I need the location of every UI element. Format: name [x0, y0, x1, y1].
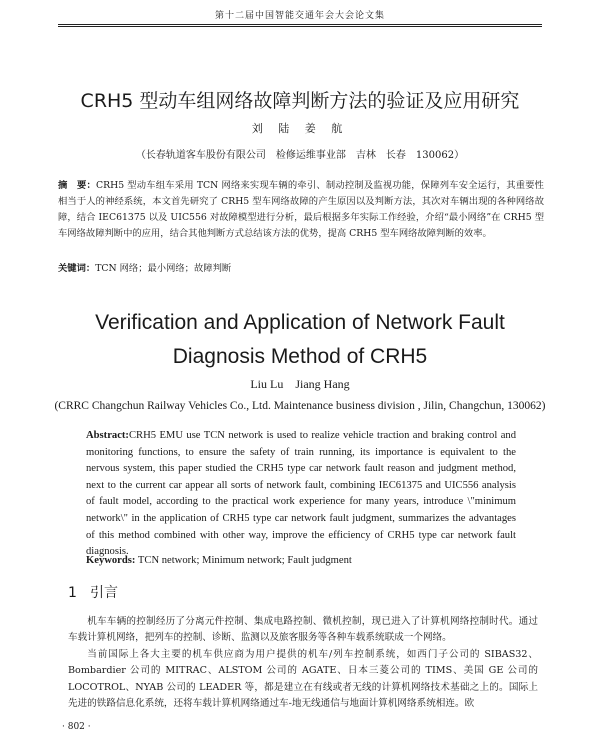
chinese-keywords-label: 关键词：: [58, 263, 96, 274]
chinese-title: CRH5 型动车组网络故障判断方法的验证及应用研究: [80, 90, 520, 112]
english-title-line-1: Verification and Application of Network Fault: [95, 311, 505, 334]
chinese-affiliation: （长春轨道客车股份有限公司 检修运维事业部 吉林 长春 130062）: [135, 150, 465, 161]
english-title-line-2: Diagnosis Method of CRH5: [172, 345, 428, 368]
english-title: [0, 306, 600, 374]
chinese-abstract-text: CRH5 型动车组车采用 TCN 网络来实现车辆的牵引、制动控制及监视功能，保障列车安全运行，其重要性相当于人的神经系统，本文首先研究了 CRH5 型车网络故障的产生原因以及判断方法，其次对车辆出现的各种网络故障，结合 IEC61375 以及 UIC556 对故障模型进行分析，最后根据多年实际工作经验，介绍“最小网络”在 CRH5 型车网络故障判断中的应用，结合其他判断方式总结该方法的优势，提高 CRH5 型车网络故障判断的效率。: [58, 180, 544, 239]
english-abstract-text: CRH5 EMU use TCN network is used to realize vehicle traction and braking control and monitoring functions, to ensure the safety of train running, its importance is equivalent to the nervous system, this paper studied the CRH5 type car network fault reason and judgment method, next to the current car appear all sorts of network fault, combining IEC61375 and UIC556 analysis of fault model, according to the practical work experience for many years, introduce \"minimum network\" in the application of CRH5 type car network fault judgment, summarizes the advantages of this method combined with other way, improve the efficiency of CRH5 type car network fault diagnosis.: [86, 430, 516, 558]
page-number: · 802 ·: [62, 722, 91, 732]
chinese-abstract-label: 摘 要：: [58, 180, 96, 191]
chinese-abstract: [58, 178, 544, 242]
english-keywords-text: TCN network; Minimum network; Fault judgment: [137, 555, 352, 566]
section-heading: [68, 582, 118, 602]
english-affiliation: (CRRC Changchun Railway Vehicles Co., Ltd. Maintenance business division , Jilin, Changchun, 130062): [54, 400, 546, 412]
chinese-keywords-text: TCN 网络；最小网络；故障判断: [95, 263, 232, 274]
english-authors: Liu Lu Jiang Hang: [250, 377, 350, 391]
body-paragraph: 当前国际上各大主要的机车供应商为用户提供的机车/列车控制系统，如西门子公司的 SIBAS32、Bombardier 公司的 MITRAC、ALSTOM 公司的 AGATE、日本三菱公司的 TIMS、美国 GE 公司的 LOCOTROL、NYAB 公司的 LEADER 等，都是建立在有线或者无线的计算机网络技术基础之上的。国际上先进的铁路信息化系统，还将车载计算机网络通过车-地无线通信与地面计算机网络系统相连。欧: [68, 648, 538, 710]
english-keywords-label: Keywords:: [86, 555, 136, 566]
chinese-keywords: [58, 260, 544, 274]
english-keywords: [86, 555, 516, 566]
body-paragraph: 机车车辆的控制经历了分离元件控制、集成电路控制、微机控制，现已进入了计算机网络控制时代。通过车载计算机网络，把列车的控制、诊断、监测以及旅客服务等各种车载系统联成一个网络。: [68, 616, 538, 644]
english-abstract-label: Abstract:: [86, 430, 129, 441]
running-header: 第十二届中国智能交通年会大会论文集: [214, 11, 385, 21]
section-number: 1: [68, 585, 77, 601]
section-body: [68, 614, 538, 712]
header-rule: [58, 24, 542, 27]
section-title: 引言: [90, 585, 118, 601]
english-abstract: [86, 428, 516, 561]
chinese-authors: 刘 陆 姜 航: [251, 122, 349, 135]
